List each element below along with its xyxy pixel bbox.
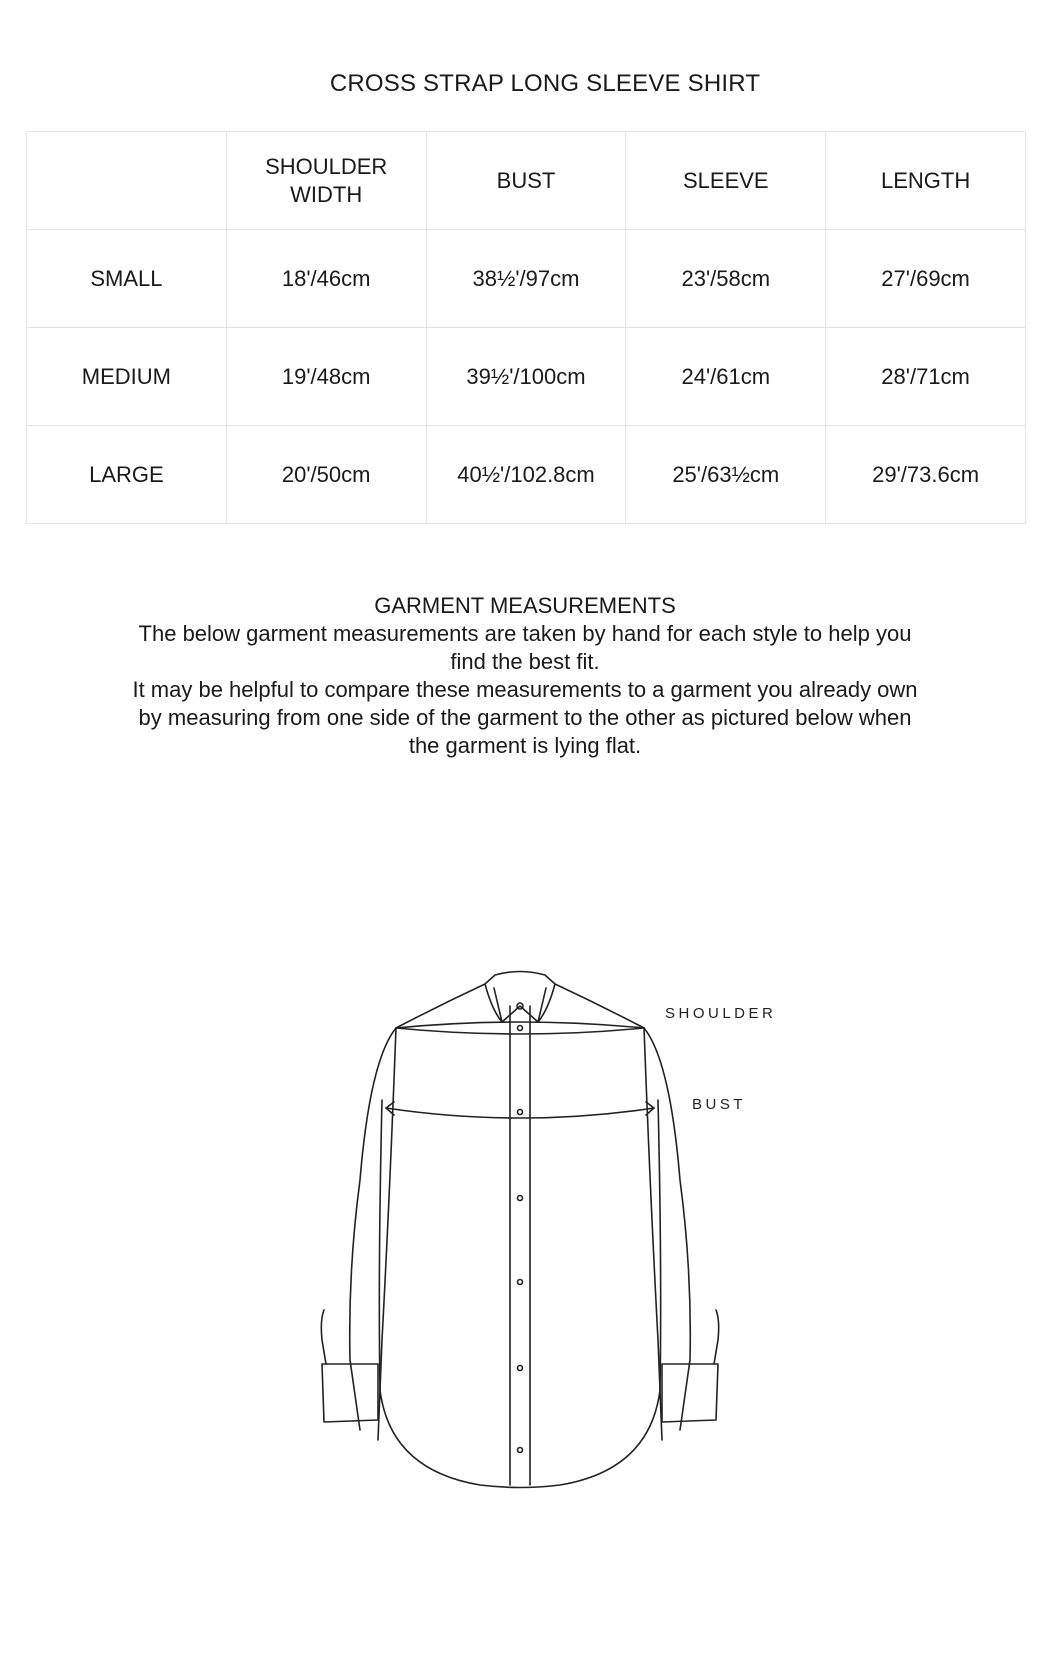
- header-cell-sleeve: SLEEVE: [626, 132, 826, 230]
- garment-measurements-section: [130, 592, 920, 760]
- bust-label: BUST: [692, 1096, 747, 1113]
- intro-paragraph-1: The below garment measurements are taken by hand for each style to help you find the best fit.: [138, 621, 912, 674]
- header-cell-length: LENGTH: [826, 132, 1026, 230]
- length-value: 28'/71cm: [826, 328, 1026, 426]
- header-cell-shoulder-width: SHOULDER WIDTH: [226, 132, 426, 230]
- bust-value: 40½'/102.8cm: [426, 426, 626, 524]
- table-header-row: [27, 132, 1026, 230]
- size-label: LARGE: [27, 426, 227, 524]
- length-value: 29'/73.6cm: [826, 426, 1026, 524]
- sleeve-value: 25'/63½cm: [626, 426, 826, 524]
- shirt-illustration: [321, 972, 718, 1488]
- shoulder-label: SHOULDER: [665, 1005, 777, 1022]
- intro-paragraph-2: It may be helpful to compare these measurements to a garment you already own by measuring from one side of the garment to the other as pictured below when the garment is lying flat.: [132, 677, 918, 758]
- shoulder-width-value: 18'/46cm: [226, 230, 426, 328]
- table-row: [27, 426, 1026, 524]
- table-row: [27, 230, 1026, 328]
- size-label: MEDIUM: [27, 328, 227, 426]
- size-label: SMALL: [27, 230, 227, 328]
- sleeve-value: 23'/58cm: [626, 230, 826, 328]
- page-title: CROSS STRAP LONG SLEEVE SHIRT: [329, 70, 761, 97]
- bust-value: 38½'/97cm: [426, 230, 626, 328]
- size-chart-table: [26, 131, 1026, 524]
- shoulder-width-value: 20'/50cm: [226, 426, 426, 524]
- sleeve-value: 24'/61cm: [626, 328, 826, 426]
- shirt-diagram: [320, 970, 780, 1550]
- table-row: [27, 328, 1026, 426]
- bust-value: 39½'/100cm: [426, 328, 626, 426]
- section-heading: GARMENT MEASUREMENTS: [374, 593, 676, 618]
- header-cell-size: [27, 132, 227, 230]
- header-cell-bust: BUST: [426, 132, 626, 230]
- length-value: 27'/69cm: [826, 230, 1026, 328]
- shoulder-width-value: 19'/48cm: [226, 328, 426, 426]
